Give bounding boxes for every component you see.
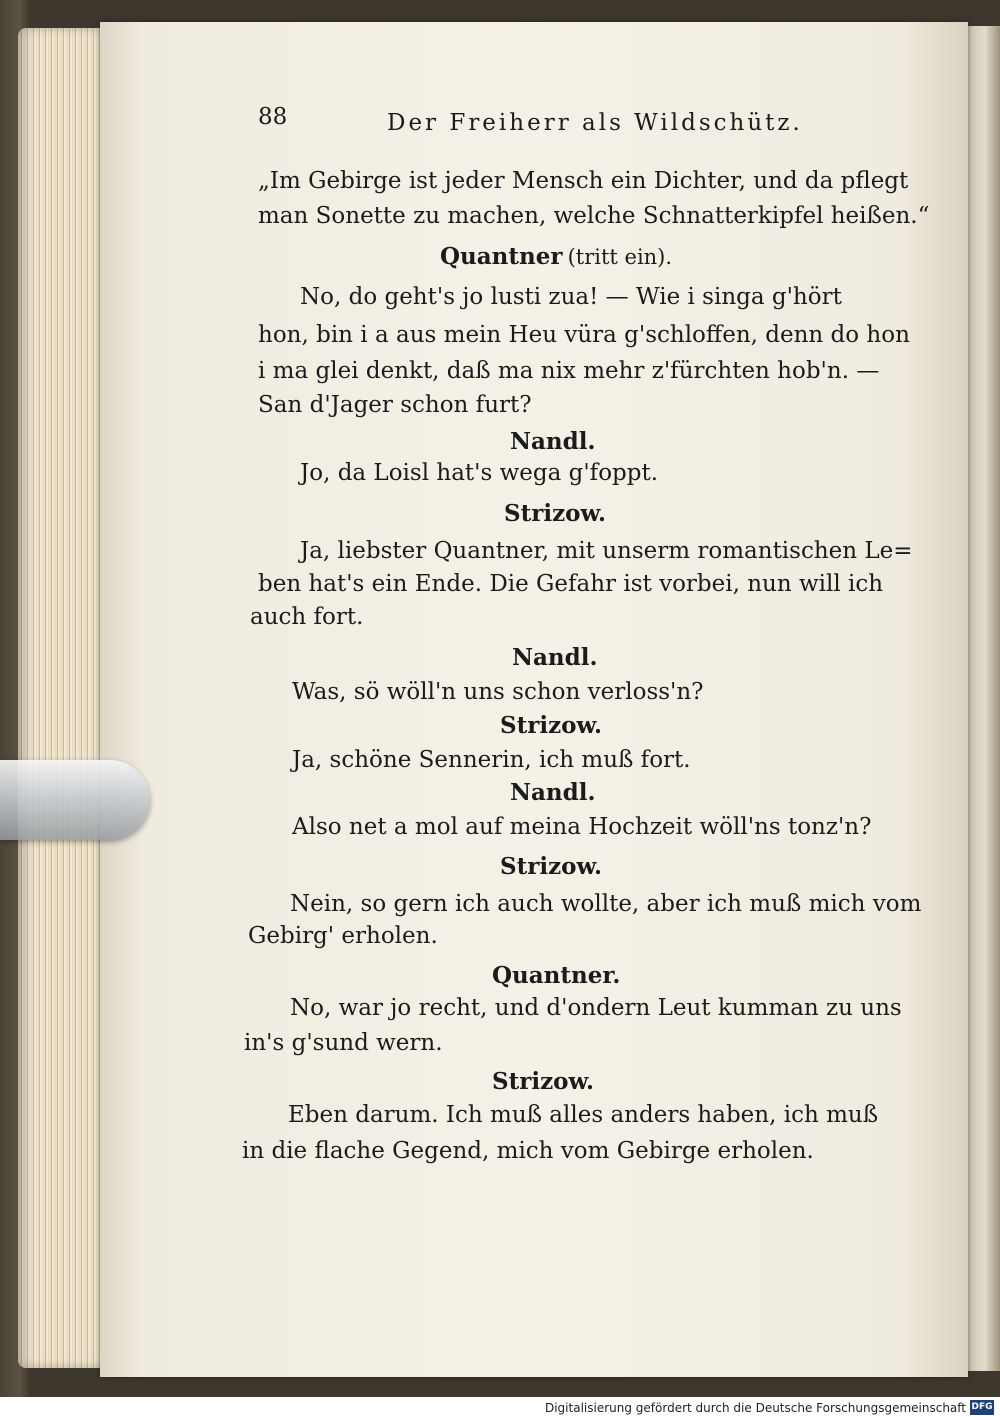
speaker-name: Strizow.: [492, 1068, 594, 1095]
book-page-edges: [18, 28, 113, 1368]
page-holder-clip: [0, 760, 150, 840]
text-line: Ja, schöne Sennerin, ich muß fort.: [292, 747, 691, 773]
speaker-name: Strizow.: [500, 853, 602, 880]
text-line: in die flache Gegend, mich vom Gebirge erholen.: [242, 1138, 814, 1164]
speaker-name: Nandl.: [510, 428, 596, 455]
text-line: Gebirg' erholen.: [248, 923, 438, 949]
speaker-line: [440, 243, 672, 270]
text-line: Also net a mol auf meina Hochzeit wöll'ns tonz'n?: [292, 814, 872, 840]
text-line: Was, sö wöll'n uns schon verloss'n?: [292, 679, 704, 705]
text-line: man Sonette zu machen, welche Schnatterkipfel heißen.“: [258, 203, 930, 229]
speaker-name: Strizow.: [504, 500, 606, 527]
text-line: Jo, da Loisl hat's wega g'foppt.: [300, 460, 659, 486]
text-line: ben hat's ein Ende. Die Gefahr ist vorbei, nun will ich: [258, 571, 884, 597]
text-line: Ja, liebster Quantner, mit unserm romantischen Le=: [300, 538, 913, 564]
stage-direction: (tritt ein).: [567, 245, 673, 269]
text-line: auch fort.: [250, 604, 364, 630]
page-number: 88: [258, 104, 288, 130]
text-line: No, war jo recht, und d'ondern Leut kumman zu uns: [290, 995, 902, 1021]
speaker-name: Nandl.: [510, 779, 596, 806]
dfg-logo: DFG: [970, 1400, 994, 1415]
speaker-name: Strizow.: [500, 712, 602, 739]
speaker-name: Quantner: [440, 243, 563, 270]
text-line: i ma glei denkt, daß ma nix mehr z'fürchten hob'n. —: [258, 358, 880, 384]
text-line: San d'Jager schon furt?: [258, 392, 532, 418]
text-line: „Im Gebirge ist jeder Mensch ein Dichter, und da pflegt: [258, 168, 909, 194]
text-line: in's g'sund wern.: [244, 1030, 443, 1056]
text-line: Nein, so gern ich auch wollte, aber ich muß mich vom: [290, 891, 922, 917]
speaker-name: Quantner.: [492, 962, 621, 989]
running-head: Der Freiherr als Wildschütz.: [387, 110, 803, 136]
funding-credit: Digitalisierung gefördert durch die Deutsche Forschungsgemeinschaft: [544, 1401, 966, 1415]
speaker-name: Nandl.: [512, 644, 598, 671]
text-line: hon, bin i a aus mein Heu vüra g'schloffen, denn do hon: [258, 322, 910, 348]
text-line: No, do geht's jo lusti zua! — Wie i singa g'hört: [300, 284, 842, 310]
text-line: Eben darum. Ich muß alles anders haben, ich muß: [288, 1102, 879, 1128]
